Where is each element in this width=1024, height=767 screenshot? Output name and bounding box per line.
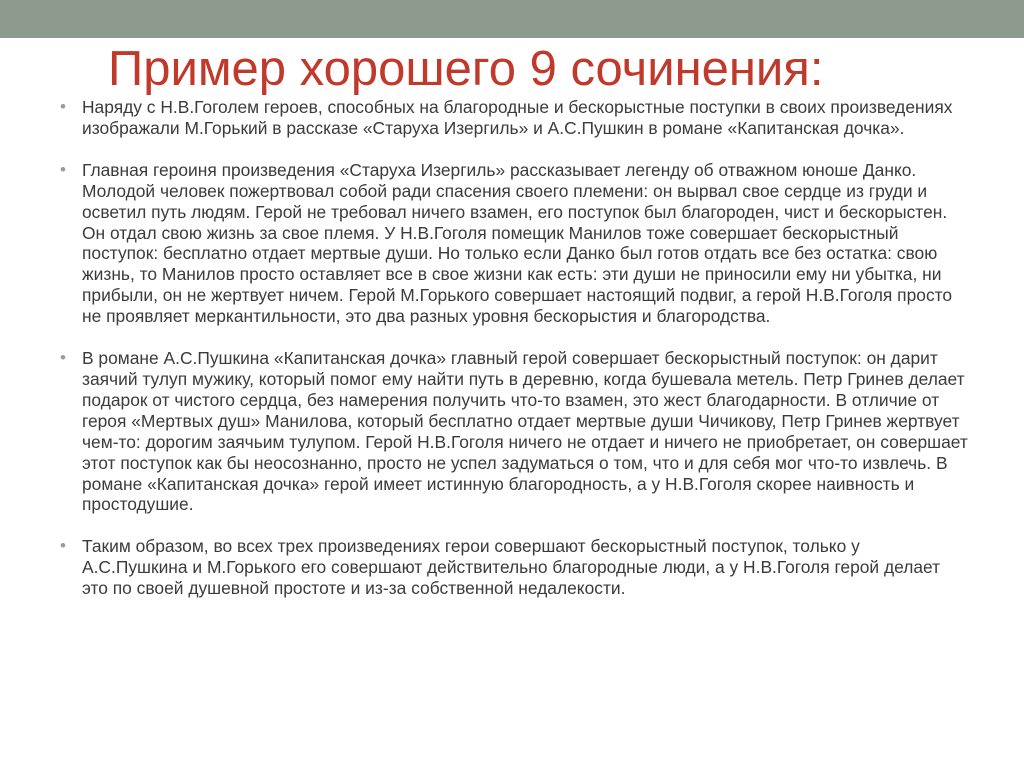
top-band <box>0 0 1024 38</box>
bullet-marker: • <box>60 536 66 556</box>
bullet-marker: • <box>60 97 66 116</box>
bullet-text: Таким образом, во всех трех произведениях герои совершают бескорыстный поступок, только у А.С.Пушкина и М.Горького его совершают действительно благородные люди, а у Н.В.Гоголя герой делает это по своей душевной простоте и из-за собственной недалекости. <box>82 536 941 599</box>
bullet-marker: • <box>60 348 66 368</box>
bullet-item <box>60 348 970 515</box>
bullet-item <box>60 160 970 327</box>
bullet-text: Наряду с Н.В.Гоголем героев, способных на благородные и бескорыстные поступки в своих произведениях изображали М.Горький в рассказе «Старуха Изергиль» и А.С.Пушкин в романе «Капитанская дочка». <box>82 97 953 138</box>
bullet-item <box>60 536 970 599</box>
bullet-marker: • <box>60 159 66 179</box>
bullet-text: Главная героиня произведения «Старуха Изергиль» рассказывает легенду об отважном юноше Данко. Молодой человек пожертвовал собой ради спасения своего племени: он вырвал свое сердце из груди и осветил путь людям. Герой не требовал ничего взамен, его поступок был благороден, чист и бескорыстен. Он отдал свою жизнь за свое племя. У Н.В.Гоголя помещик Манилов тоже совершает бескорыстный поступок: бесплатно отдает мертвые души. Но только если Данко был готов отдать все без остатка: свою жизнь, то Манилов просто оставляет все в свое жизни как есть: эти души не приносили ему ни убытка, ни прибыли, он не жертвует ничем. Герой М.Горького совершает настоящий подвиг, а герой Н.В.Гоголя просто не проявляет меркантильности, это два разных уровня бескорыстия и благородства. <box>82 159 953 327</box>
bullet-text: В романе А.С.Пушкина «Капитанская дочка» главный герой совершает бескорыстный поступок: он дарит заячий тулуп мужику, который помог ему найти путь в деревню, когда бушевала метель. Петр Гринев делает подарок от чистого сердца, без намерения получить что-то взамен, это жест благодарности. В отличие от героя «Мертвых душ» Манилова, который бесплатно отдает мертвые души Чичикову, Петр Гринев жертвует чем-то: дорогим заячьим тулупом. Герой Н.В.Гоголя ничего не отдает и ничего не приобретает, он совершает этот поступок как бы неосознанно, просто не успел задуматься о том, что и для себя мог что-то извлечь. В романе «Капитанская дочка» герой имеет истинную благородность, а у Н.В.Гоголя скорее наивность и простодушие. <box>82 348 968 515</box>
bullet-list <box>60 97 970 620</box>
bullet-item <box>60 97 970 139</box>
slide-title: Пример хорошего 9 сочинения: <box>108 42 824 96</box>
